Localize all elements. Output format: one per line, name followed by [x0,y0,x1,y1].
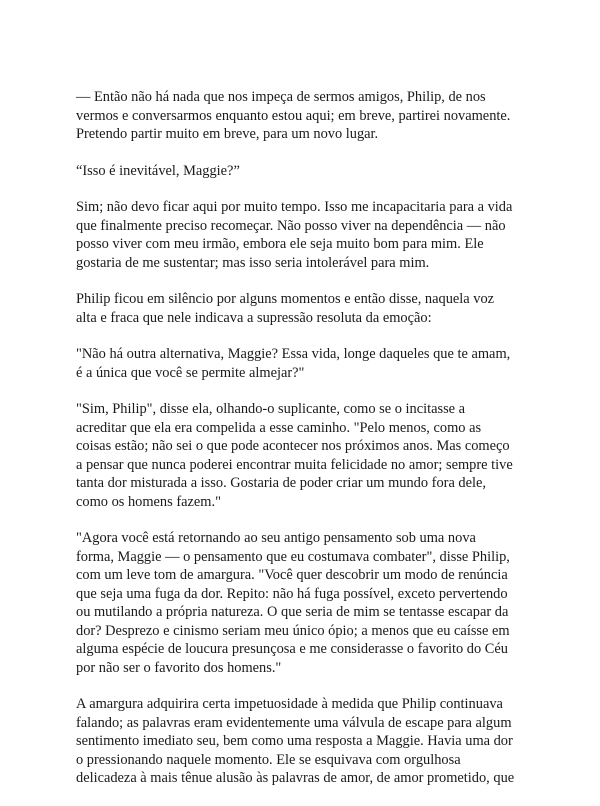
paragraph [76,695,534,788]
text-line: Sim; não devo ficar aqui por muito tempo. Isso me incapacitaria para a vida [76,199,513,215]
text-line: que seja uma fuga da dor. Repito: não há fuga possível, exceto pervertendo [76,585,508,602]
text-line: por não ser o favorito dos homens." [76,659,282,676]
text-line: falando; as palavras eram evidentemente uma válvula de escape para algum [76,714,512,731]
text-line: "Sim, Philip", disse ela, olhando-o suplicante, como se o incitasse a [76,401,466,417]
text-line: como os homens fazem." [76,493,221,510]
paragraph [76,290,534,327]
text-line: sentimento imediato seu, bem como uma resposta a Maggie. Havia uma dor [76,733,513,749]
text-line: com um leve tom de amargura. "Você quer descobrir um modo de renúncia [76,567,508,583]
paragraph [76,529,534,677]
paragraph [76,162,534,181]
text-line: coisas estão; não sei o que pode acontecer nos próximos anos. Mas começo [76,438,510,454]
paragraph [76,198,534,272]
document-body [76,88,534,806]
paragraph [76,345,534,382]
text-line: tanta dor misturada a isso. Gostaria de poder criar um mundo fora dele, [76,475,486,491]
text-line: "Agora você está retornando ao seu antigo pensamento sob uma nova [76,530,476,546]
text-line: que finalmente preciso recomeçar. Não posso viver na dependência — não [76,217,506,234]
text-line: ou mutilando a própria natureza. O que seria de mim se tentasse escapar da [76,604,509,620]
text-line: Philip ficou em silêncio por alguns momentos e então disse, naquela voz [76,291,495,307]
paragraph [76,88,534,144]
text-line: posso viver com meu irmão, embora ele seja muito bom para mim. Ele [76,236,484,252]
text-line: vermos e conversarmos enquanto estou aqui; em breve, partirei novamente. [76,107,511,124]
text-line: alta e fraca que nele indicava a supressão resoluta da emoção: [76,309,432,326]
text-line: é a única que você se permite almejar?" [76,364,305,381]
text-line: "Não há outra alternativa, Maggie? Essa vida, longe daqueles que te amam, [76,346,511,362]
text-line: forma, Maggie — o pensamento que eu costumava combater", disse Philip, [76,548,510,565]
text-line: a pensar que nunca poderei encontrar muita felicidade no amor; sempre tive [76,456,513,473]
text-line: dor? Desprezo e cinismo seriam meu único ópio; a menos que eu caísse em [76,622,510,639]
text-line: — Então não há nada que nos impeça de sermos amigos, Philip, de nos [76,89,486,105]
text-line: gostaria de me sustentar; mas isso seria intolerável para mim. [76,254,430,271]
text-line: Pretendo partir muito em breve, para um novo lugar. [76,126,379,142]
text-line: o pressionando naquele momento. Ele se esquivava com orgulhosa [76,751,461,768]
text-line: acreditar que ela era compelida a esse caminho. "Pelo menos, como as [76,419,482,436]
text-line: alguma espécie de loucura presunçosa e me considerasse o favorito do Céu [76,641,508,657]
text-line: A amargura adquirira certa impetuosidade à medida que Philip continuava [76,696,503,712]
paragraph [76,400,534,511]
text-line: delicadeza à mais tênue alusão às palavras de amor, de amor prometido, que [76,770,515,786]
text-line: “Isso é inevitável, Maggie?” [76,162,240,179]
